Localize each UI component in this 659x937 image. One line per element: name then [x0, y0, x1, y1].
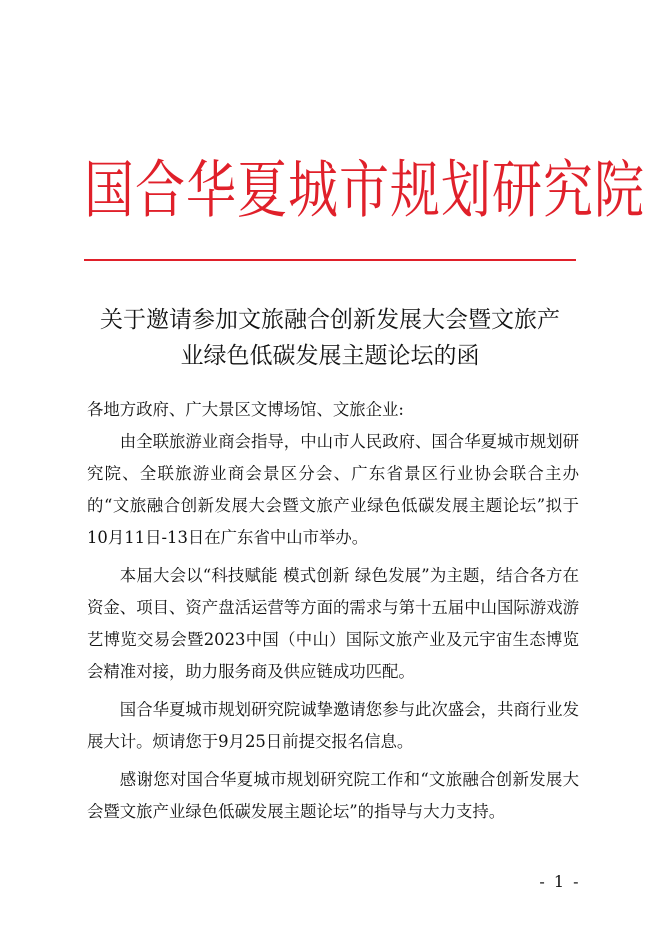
document-title-line-1: 关于邀请参加文旅融合创新发展大会暨文旅产 — [100, 307, 560, 333]
body-paragraph-2: 本届大会以“科技赋能 模式创新 绿色发展”为主题，结合各方在资金、项目、资产盘活运营等方面的需求与第十五届中山国际游戏游艺博览交易会暨2023中国（中山）国际文旅产业及元宇宙生态博览会精准对接，助力服务商及供应链成功匹配。 — [87, 566, 579, 681]
body-paragraph-3: 国合华夏城市规划研究院诚挚邀请您参与此次盛会，共商行业发展大计。烦请您于9月25日前提交报名信息。 — [87, 700, 579, 751]
letterhead-red-rule — [84, 259, 576, 261]
document-title — [84, 302, 576, 374]
salutation: 各地方政府、广大景区文博场馆、文旅企业: — [87, 400, 404, 419]
document-title-line-2: 业绿色低碳发展主题论坛的函 — [180, 343, 480, 369]
body-paragraph-4: 感谢您对国合华夏城市规划研究院工作和“文旅融合创新发展大会暨文旅产业绿色低碳发展主题论坛”的指导与大力支持。 — [87, 770, 579, 821]
document-body — [87, 394, 579, 828]
page-number: - 1 - — [539, 872, 581, 891]
letterhead-organization-name: 国合华夏城市规划研究院 — [84, 153, 645, 227]
body-paragraph-1: 由全联旅游业商会指导，中山市人民政府、国合华夏城市规划研究院、全联旅游业商会景区分会、广东省景区行业协会联合主办的“文旅融合创新发展大会暨文旅产业绿色低碳发展主题论坛”拟于10月11日-13日在广东省中山市举办。 — [87, 432, 579, 547]
